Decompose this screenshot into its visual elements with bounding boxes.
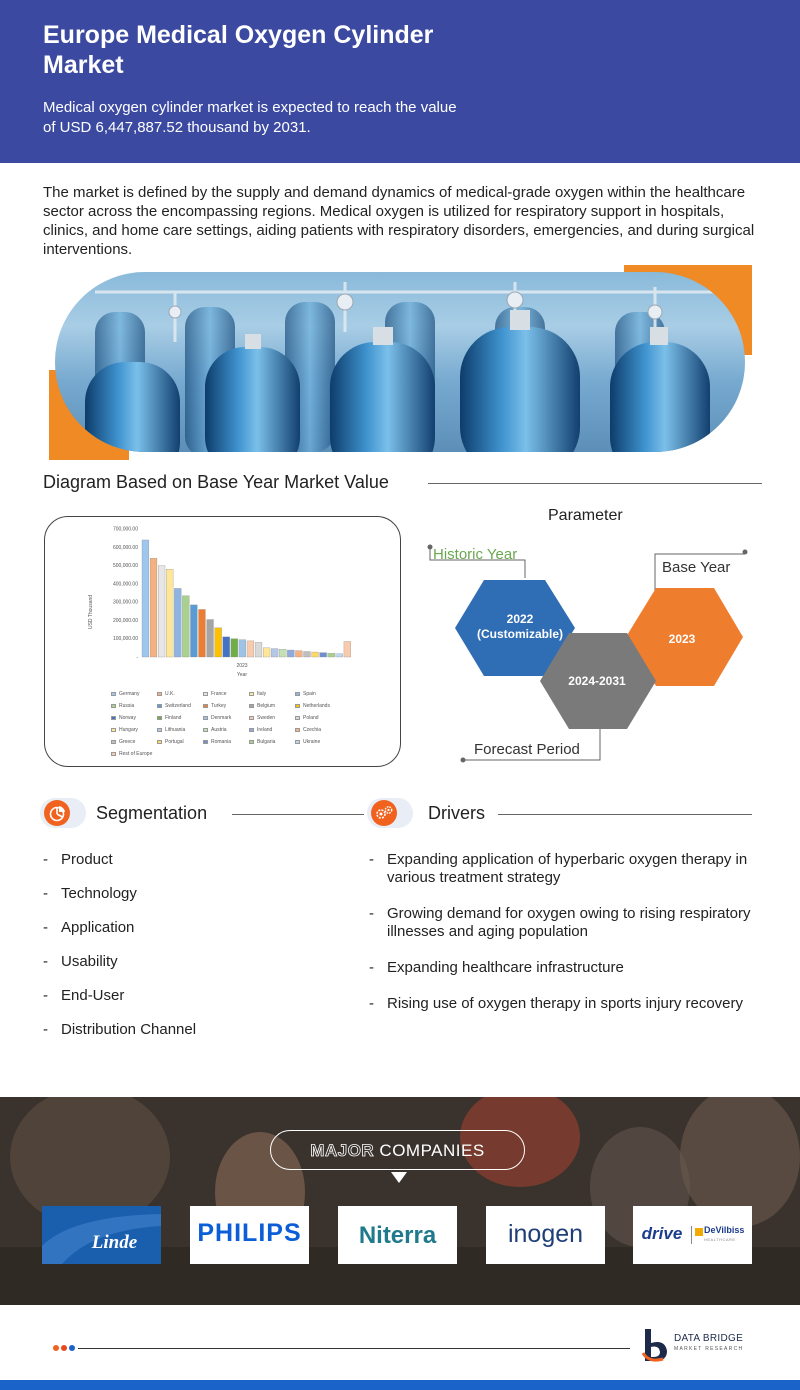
devilbiss-logo-text: DeVilbiss <box>704 1225 745 1235</box>
legend-entry <box>157 739 184 745</box>
bar-ukraine <box>336 654 343 657</box>
bar-spain <box>174 588 181 657</box>
bar-france <box>158 566 165 657</box>
y-tick-label: - <box>136 654 138 661</box>
linde-logo <box>42 1206 161 1264</box>
legend-entry <box>295 703 330 709</box>
segmentation-item: - End-User <box>43 987 343 1005</box>
forecast-period-value: 2024-2031 <box>568 674 626 688</box>
historic-year-note: (Customizable) <box>476 627 563 641</box>
legend-swatch <box>157 728 162 732</box>
legend-entry <box>295 727 321 733</box>
legend-swatch <box>111 752 116 756</box>
pie-chart-icon <box>44 800 70 826</box>
y-tick-label: 200,000.00 <box>112 617 138 624</box>
bar-russia <box>182 596 189 657</box>
y-tick-label: 600,000.00 <box>112 544 138 551</box>
legend-entry <box>157 691 175 697</box>
legend-label: Finland <box>165 715 182 721</box>
legend-entry <box>249 691 266 697</box>
segmentation-item: - Application <box>43 919 343 937</box>
legend-label: Netherlands <box>303 703 330 709</box>
historic-year-number: 2022 <box>506 612 534 626</box>
legend-entry <box>203 727 227 733</box>
legend-entry <box>249 715 275 721</box>
bar-denmark <box>239 640 246 657</box>
market-forecast-text: Medical oxygen cylinder market is expected to reach the value of USD 6,447,887.52 thousand by 2031. <box>43 99 457 136</box>
legend-entry <box>111 691 140 697</box>
legend-swatch <box>203 692 208 696</box>
philips-logo-text: PHILIPS <box>197 1219 302 1247</box>
forecast-period-label: Forecast Period <box>474 741 580 758</box>
legend-entry <box>111 703 134 709</box>
footer-divider <box>78 1348 630 1349</box>
legend-entry <box>157 727 185 733</box>
drive-logo-text: drive <box>641 1224 683 1243</box>
legend-swatch <box>157 692 162 696</box>
legend-label: Denmark <box>211 715 232 721</box>
footer-dot-2 <box>61 1345 67 1351</box>
logo-divider <box>691 1226 692 1244</box>
major-companies-section <box>0 1097 800 1305</box>
footer-bar <box>0 1380 800 1390</box>
bar-poland <box>255 642 262 657</box>
legend-label: Norway <box>119 715 136 721</box>
legend-entry <box>249 727 272 733</box>
legend-label: Rest of Europe <box>119 751 153 757</box>
legend-label: Belgium <box>257 703 276 709</box>
segmentation-item: - Technology <box>43 885 343 903</box>
legend-label: Hungary <box>119 727 138 733</box>
major-companies-pill <box>270 1130 525 1170</box>
legend-label: Austria <box>211 727 227 733</box>
inogen-logo-text: inogen <box>507 1220 584 1248</box>
segmentation-item: - Usability <box>43 953 343 971</box>
major-companies-title-rest: COMPANIES <box>374 1141 485 1160</box>
legend-swatch <box>157 704 162 708</box>
chart-category-label: 2023 <box>236 663 248 669</box>
legend-label: Romania <box>211 739 232 745</box>
driver-item: - Rising use of oxygen therapy in sports injury recovery <box>369 995 759 1013</box>
chart-xlabel: Year <box>236 672 248 678</box>
y-tick-label: 500,000.00 <box>112 563 138 570</box>
y-tick-label: 400,000.00 <box>112 581 138 588</box>
major-companies-title-bold: MAJOR <box>310 1141 375 1160</box>
market-definition: The market is defined by the supply and demand dynamics of medical-grade oxygen within the healthcare sector across the encompassing regions. Medical oxygen is utilized for respiratory support in hospitals, clinics, and home care settings, aiding patients with respiratory disorders, emergencies, and during surgical interventions. <box>43 184 755 258</box>
legend-swatch <box>203 704 208 708</box>
bar-sweden <box>247 641 254 657</box>
chart-ylabel: USD Thousand <box>88 594 94 630</box>
arrow-down-icon <box>391 1172 407 1183</box>
segmentation-item: - Distribution Channel <box>43 1021 343 1039</box>
legend-label: Czechia <box>303 727 322 733</box>
legend-swatch <box>249 740 254 744</box>
diagram-divider <box>428 483 762 484</box>
legend-entry <box>111 715 136 721</box>
legend-entry <box>249 739 275 745</box>
legend-label: Poland <box>303 715 319 721</box>
drivers-badge <box>367 798 413 828</box>
legend-entry <box>295 739 320 745</box>
legend-label: Ukraine <box>303 739 321 745</box>
legend-label: Greece <box>119 739 136 745</box>
bar-bulgaria <box>328 653 335 657</box>
bar-finland <box>231 639 238 657</box>
legend-swatch <box>249 728 254 732</box>
legend-swatch <box>111 704 116 708</box>
legend-swatch <box>295 740 300 744</box>
legend-label: Turkey <box>211 703 227 709</box>
legend-entry <box>203 715 231 721</box>
footer-dot-3 <box>69 1345 75 1351</box>
segmentation-title: Segmentation <box>96 803 208 823</box>
legend-label: Ireland <box>257 727 273 733</box>
legend-label: Lithuania <box>165 727 186 733</box>
brand-subtitle: MARKET RESEARCH <box>674 1346 744 1352</box>
bar-italy <box>166 569 173 657</box>
devilbiss-mark-icon <box>695 1228 703 1236</box>
legend-swatch <box>295 728 300 732</box>
bar-lithuania <box>271 649 278 657</box>
legend-swatch <box>249 704 254 708</box>
legend-swatch <box>111 692 116 696</box>
legend-entry <box>203 691 227 697</box>
devilbiss-logo-subtext: HEALTHCARE <box>704 1237 736 1242</box>
footer-dot-1 <box>53 1345 59 1351</box>
legend-swatch <box>111 716 116 720</box>
bar-norway <box>223 637 230 657</box>
legend-entry <box>203 703 226 709</box>
legend-entry <box>111 751 152 757</box>
niterra-logo <box>338 1206 457 1264</box>
inogen-logo <box>486 1206 605 1264</box>
base-year-value: 2023 <box>668 632 696 646</box>
legend-swatch <box>203 740 208 744</box>
segmentation-list <box>43 851 343 1055</box>
historic-year-label: Historic Year <box>433 546 518 563</box>
legend-swatch <box>249 692 254 696</box>
segmentation-item: - Product <box>43 851 343 869</box>
legend-label: France <box>211 691 227 697</box>
drivers-title: Drivers <box>428 803 485 823</box>
legend-label: Switzerland <box>165 703 191 709</box>
legend-entry <box>203 739 231 745</box>
bar-rest-of-europe <box>344 641 351 657</box>
driver-item: - Growing demand for oxygen owing to rising respiratory illnesses and aging population <box>369 905 759 941</box>
data-bridge-logo-icon <box>641 1327 671 1363</box>
diagram-title: Diagram Based on Base Year Market Value <box>43 472 389 492</box>
bar-romania <box>320 653 327 657</box>
bar-czechia <box>295 651 302 657</box>
bar-austria <box>279 649 286 657</box>
legend-label: Germany <box>119 691 140 697</box>
bar-turkey <box>199 609 206 657</box>
bar-greece <box>304 652 311 657</box>
drive-devilbiss-logo <box>633 1206 752 1264</box>
legend-label: Russia <box>119 703 135 709</box>
brand-name: DATA BRIDGE <box>674 1333 744 1344</box>
parameter-title: Parameter <box>548 507 623 524</box>
legend-swatch <box>249 716 254 720</box>
gears-icon <box>371 800 397 826</box>
legend-swatch <box>157 716 162 720</box>
drivers-divider <box>498 814 752 815</box>
philips-logo <box>190 1206 309 1264</box>
drivers-list <box>369 851 759 1031</box>
y-tick-label: 100,000.00 <box>112 636 138 643</box>
segmentation-divider <box>232 814 364 815</box>
legend-swatch <box>111 740 116 744</box>
legend-entry <box>295 715 319 721</box>
driver-item: - Expanding application of hyperbaric oxygen therapy in various treatment strategy <box>369 851 759 887</box>
legend-swatch <box>295 704 300 708</box>
legend-entry <box>249 703 275 709</box>
oxygen-cylinders-photo <box>55 272 745 452</box>
bar-u-k- <box>150 558 157 657</box>
page-title: Europe Medical Oxygen Cylinder Market <box>43 21 434 79</box>
bar-belgium <box>207 620 214 657</box>
legend-entry <box>157 703 191 709</box>
niterra-logo-text: Niterra <box>358 1222 437 1249</box>
legend-label: Spain <box>303 691 316 697</box>
legend-swatch <box>295 716 300 720</box>
bar-portugal <box>312 652 319 657</box>
header-banner <box>0 0 800 163</box>
legend-swatch <box>111 728 116 732</box>
bar-hungary <box>263 648 270 657</box>
legend-entry <box>295 691 316 697</box>
bar-germany <box>142 540 149 657</box>
bar-netherlands <box>215 628 222 657</box>
legend-label: U.K. <box>165 691 175 697</box>
legend-entry <box>157 715 181 721</box>
legend-swatch <box>157 740 162 744</box>
y-tick-label: 300,000.00 <box>112 599 138 606</box>
legend-entry <box>111 727 138 733</box>
legend-label: Bulgaria <box>257 739 276 745</box>
bar-ireland <box>287 650 294 657</box>
legend-swatch <box>203 728 208 732</box>
legend-entry <box>111 739 135 745</box>
legend-label: Sweden <box>257 715 276 721</box>
legend-label: Portugal <box>165 739 184 745</box>
legend-swatch <box>295 692 300 696</box>
legend-swatch <box>203 716 208 720</box>
driver-item: - Expanding healthcare infrastructure <box>369 959 759 977</box>
historic-year-value <box>455 612 585 642</box>
linde-logo-text: Linde <box>91 1232 138 1253</box>
legend-label: Italy <box>257 691 267 697</box>
y-tick-label: 700,000.00 <box>112 526 138 533</box>
market-value-chart <box>44 516 401 767</box>
base-year-label: Base Year <box>662 559 731 576</box>
bar-switzerland <box>190 605 197 657</box>
segmentation-badge <box>40 798 86 828</box>
